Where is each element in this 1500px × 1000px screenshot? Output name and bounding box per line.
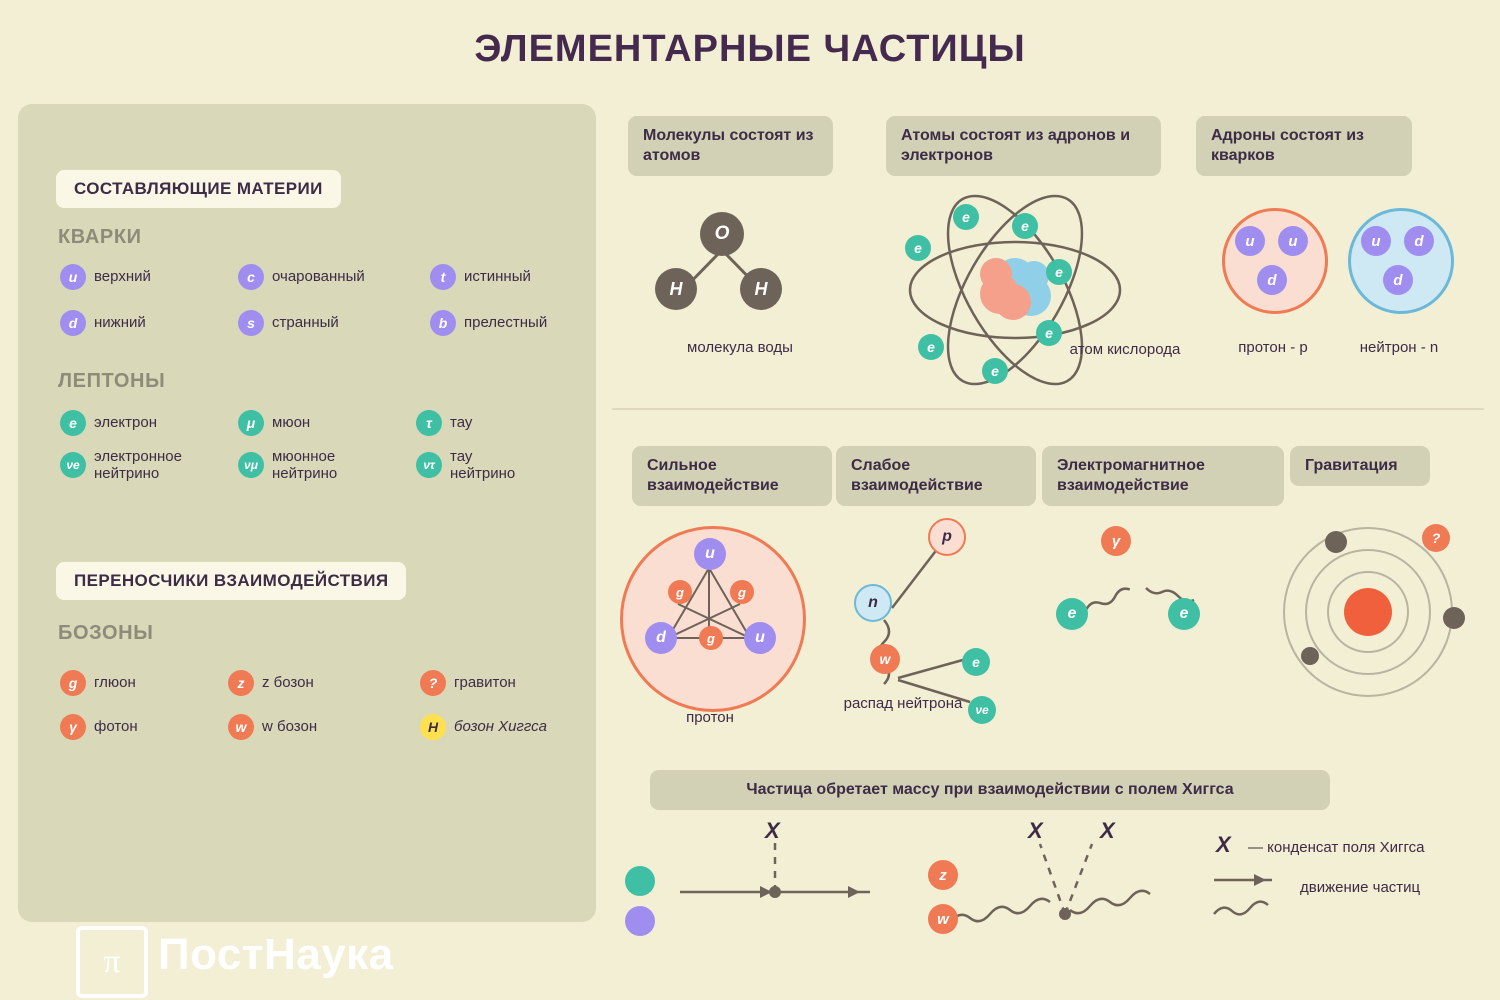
- em-photon-node: γ: [1101, 526, 1131, 556]
- proton-caption: протон - p: [1238, 339, 1308, 356]
- strong-force-header: Сильное взаимодействие: [632, 446, 832, 506]
- boson-label-z: z бозон: [262, 674, 314, 691]
- oxygen-atom-caption: атом кислорода: [1069, 341, 1181, 358]
- quark-chip-t: t: [430, 264, 456, 290]
- atom-electron-7: e: [982, 358, 1008, 384]
- gluon-node-1: g: [668, 580, 692, 604]
- higgs-double-line: [940, 830, 1190, 940]
- lepton-chip-tau: τ: [416, 410, 442, 436]
- quark-label-t: истинный: [464, 268, 531, 285]
- neutron-quark-d2: d: [1383, 265, 1413, 295]
- quark-label-c: очарованный: [272, 268, 365, 285]
- hadrons-header: Адроны состоят из кварков: [1196, 116, 1412, 176]
- section-divider: [612, 408, 1484, 410]
- weak-w-boson-node: w: [870, 644, 900, 674]
- gravity-header: Гравитация: [1290, 446, 1430, 486]
- lepton-label-mu: мюон: [272, 414, 311, 431]
- atoms-header: Атомы состоят из адронов и электронов: [886, 116, 1161, 176]
- weak-electron-node: e: [962, 648, 990, 676]
- weak-neutrino-node: νe: [968, 696, 996, 724]
- oxygen-node: O: [700, 212, 744, 256]
- boson-chip-g: g: [60, 670, 86, 696]
- hydrogen-node-2: H: [740, 268, 782, 310]
- neutron-decay-caption: распад нейтрона: [843, 695, 963, 712]
- atom-electron-3: e: [905, 235, 931, 261]
- boson-label-higgs: бозон Хиггса: [454, 718, 547, 735]
- atom-electron-5: e: [918, 334, 944, 360]
- em-electron-right: e: [1168, 598, 1200, 630]
- strong-proton-caption: протон: [686, 709, 734, 726]
- lepton-chip-nu-tau: ντ: [416, 452, 442, 478]
- boson-label-w: w бозон: [262, 718, 318, 735]
- higgs-w-boson-node: w: [928, 904, 958, 934]
- carriers-heading: ПЕРЕНОСЧИКИ ВЗАИМОДЕЙСТВИЯ: [56, 562, 406, 600]
- matter-panel: [18, 104, 596, 980]
- strong-quark-u-right: u: [744, 622, 776, 654]
- atom-electron-1: e: [953, 204, 979, 230]
- higgs-z-boson-node: z: [928, 860, 958, 890]
- hydrogen-node-1: H: [655, 268, 697, 310]
- quark-chip-c: c: [238, 264, 264, 290]
- lepton-label-nu-mu: мюонное нейтрино: [272, 448, 338, 482]
- matter-heading: СОСТАВЛЯЮЩИЕ МАТЕРИИ: [56, 170, 341, 208]
- leptons-heading: ЛЕПТОНЫ: [58, 370, 166, 392]
- atom-electron-2: e: [1012, 213, 1038, 239]
- legend-motion-icons: [1210, 868, 1290, 928]
- proton-quark-u1: u: [1235, 226, 1265, 256]
- weak-proton-node: p: [928, 518, 966, 556]
- boson-chip-higgs: H: [420, 714, 446, 740]
- em-electron-left: e: [1056, 598, 1088, 630]
- higgs-particle-green: [625, 866, 655, 896]
- higgs-particle-purple: [625, 906, 655, 936]
- neutron-circle: [1348, 208, 1454, 314]
- graviton-node: ?: [1422, 524, 1450, 552]
- quark-label-s: странный: [272, 314, 339, 331]
- lepton-chip-mu: μ: [238, 410, 264, 436]
- boson-chip-photon: γ: [60, 714, 86, 740]
- gravity-orbits: [1258, 522, 1478, 702]
- quark-chip-b: b: [430, 310, 456, 336]
- proton-circle: [1222, 208, 1328, 314]
- higgs-x-label-3: X: [1100, 818, 1115, 843]
- legend-condensate-label: — конденсат поля Хиггса: [1248, 839, 1425, 856]
- neutron-quark-u: u: [1361, 226, 1391, 256]
- postnauka-logo-text: ПостНаука: [158, 930, 394, 979]
- boson-chip-w: w: [228, 714, 254, 740]
- proton-quark-d: d: [1257, 265, 1287, 295]
- lepton-chip-nu-e: νe: [60, 452, 86, 478]
- atom-electron-6: e: [1036, 320, 1062, 346]
- quark-chip-u: u: [60, 264, 86, 290]
- lepton-chip-e: e: [60, 410, 86, 436]
- lepton-label-nu-tau: тау нейтрино: [450, 448, 516, 482]
- strong-quark-u-top: u: [694, 538, 726, 570]
- quark-label-b: прелестный: [464, 314, 548, 331]
- boson-chip-graviton: ?: [420, 670, 446, 696]
- strong-quark-d: d: [645, 622, 677, 654]
- boson-label-g: глюон: [94, 674, 136, 691]
- neutron-quark-d1: d: [1404, 226, 1434, 256]
- boson-label-photon: фотон: [94, 718, 138, 735]
- em-force-header: Электромагнитное взаимодействие: [1042, 446, 1284, 506]
- water-molecule-caption: молекула воды: [687, 339, 793, 356]
- lepton-chip-nu-mu: νμ: [238, 452, 264, 478]
- quarks-heading: КВАРКИ: [58, 226, 142, 248]
- legend-motion-label: движение частиц: [1300, 879, 1421, 896]
- higgs-x-label-1: X: [765, 818, 780, 843]
- atom-electron-4: e: [1046, 259, 1072, 285]
- boson-chip-z: z: [228, 670, 254, 696]
- molecules-header: Молекулы состоят из атомов: [628, 116, 833, 176]
- legend-x-symbol: X: [1216, 832, 1231, 857]
- postnauka-logo-mark: π: [76, 926, 148, 998]
- boson-label-graviton: гравитон: [454, 674, 516, 691]
- lepton-label-nu-e: электронное нейтрино: [94, 448, 182, 482]
- higgs-header: Частица обретает массу при взаимодействии с полем Хиггса: [650, 770, 1330, 810]
- neutron-caption: нейтрон - n: [1359, 339, 1439, 356]
- lepton-label-e: электрон: [94, 414, 157, 431]
- higgs-x-label-2: X: [1028, 818, 1043, 843]
- bosons-heading: БОЗОНЫ: [58, 622, 154, 644]
- quark-chip-s: s: [238, 310, 264, 336]
- weak-force-header: Слабое взаимодействие: [836, 446, 1036, 506]
- quark-label-d: нижний: [94, 314, 146, 331]
- gluon-node-2: g: [730, 580, 754, 604]
- lepton-label-tau: тау: [450, 414, 473, 431]
- weak-neutron-node: n: [854, 584, 892, 622]
- quark-chip-d: d: [60, 310, 86, 336]
- gluon-node-3: g: [699, 626, 723, 650]
- quark-label-u: верхний: [94, 268, 151, 285]
- page-title: ЭЛЕМЕНТАРНЫЕ ЧАСТИЦЫ: [474, 28, 1026, 70]
- proton-quark-u2: u: [1278, 226, 1308, 256]
